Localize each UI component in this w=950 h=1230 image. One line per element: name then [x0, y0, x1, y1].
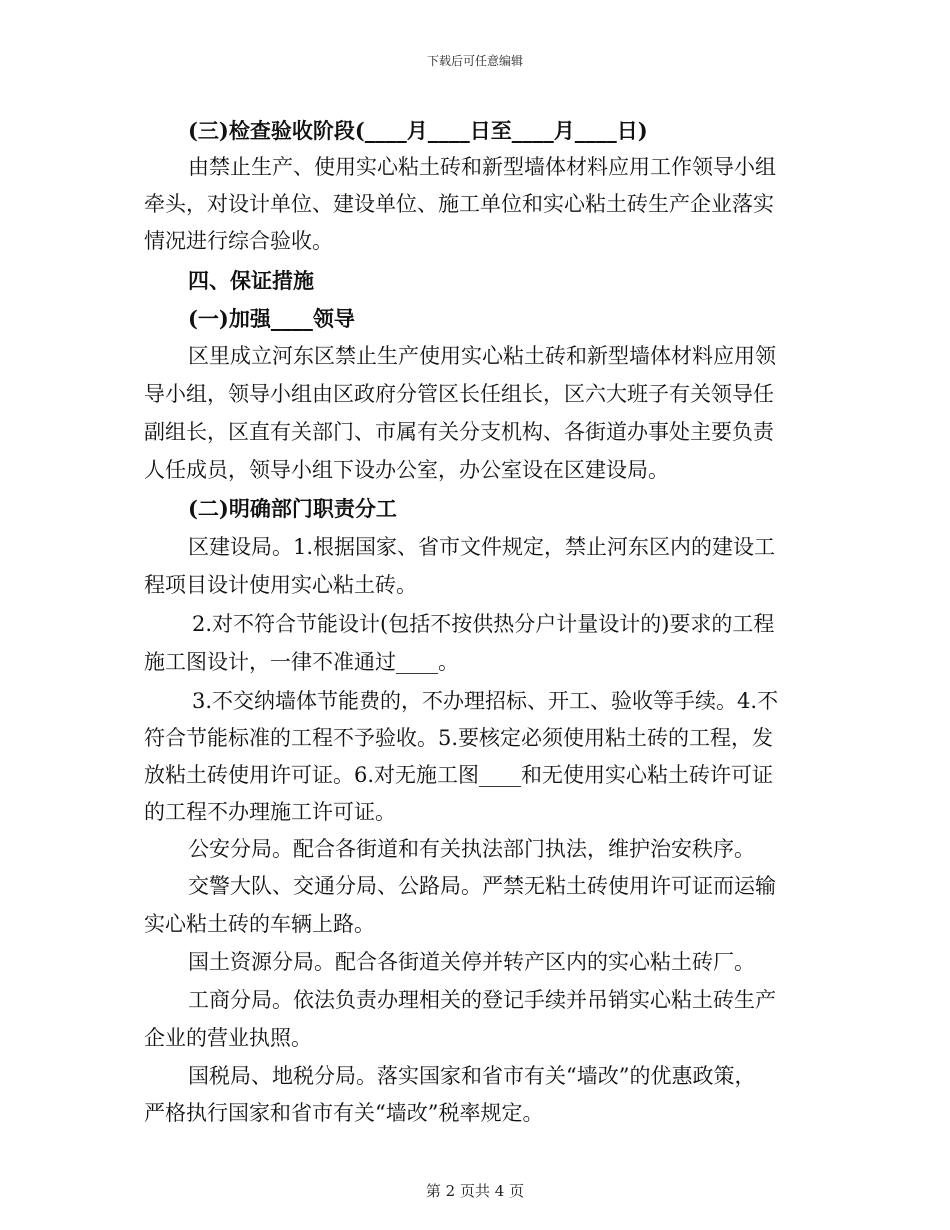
text-line: 2.对不符合节能设计(包括不按供热分户计量设计的)要求的工程 [192, 612, 775, 636]
text-line: 企业的营业执照。 [144, 1026, 312, 1050]
text-line: 情况进行综合验收。 [144, 229, 333, 253]
text-line: 区里成立河东区禁止生产使用实心粘土砖和新型墙体材料应用领 [188, 344, 776, 368]
text-line: (三)检查验收阶段(____月____日至____月____日) [188, 118, 648, 143]
text-line: 公安分局。配合各街道和有关执法部门执法，维护治安秩序。 [188, 837, 755, 861]
text-line: 由禁止生产、使用实心粘土砖和新型墙体材料应用工作领导小组 [188, 155, 776, 179]
text-line: 四、保证措施 [188, 268, 314, 293]
text-line: 国税局、地税分局。落实国家和省市有关“墙改”的优惠政策， [188, 1064, 756, 1088]
text-line: 3.不交纳墙体节能费的，不办理招标、开工、验收等手续。4.不 [192, 689, 779, 713]
text-line: 人任成员，领导小组下设办公室，办公室设在区建设局。 [144, 458, 669, 482]
text-line: 副组长，区直有关部门、市属有关分支机构、各街道办事处主要负责 [144, 420, 774, 444]
text-line: (一)加强____领导 [188, 306, 355, 331]
text-line: 程项目设计使用实心粘土砖。 [144, 573, 417, 597]
text-line: 放粘土砖使用许可证。6.对无施工图____和无使用实心粘土砖许可证 [144, 763, 774, 787]
text-line: 工商分局。依法负责办理相关的登记手续并吊销实心粘土砖生产 [188, 988, 776, 1012]
text-line: 实心粘土砖的车辆上路。 [144, 912, 375, 936]
text-line: 国土资源分局。配合各街道关停并转产区内的实心粘土砖厂。 [188, 950, 755, 974]
text-line: 的工程不办理施工许可证。 [144, 800, 396, 824]
text-line: 导小组，领导小组由区政府分管区长任组长，区六大班子有关领导任 [144, 382, 774, 406]
page-header: 下载后可任意编辑 [426, 54, 523, 68]
text-line: 符合节能标准的工程不予验收。5.要核定必须使用粘土砖的工程，发 [144, 726, 774, 750]
text-line: 牵头，对设计单位、建设单位、施工单位和实心粘土砖生产企业落实 [144, 192, 774, 216]
text-line: 施工图设计，一律不准通过____。 [144, 650, 459, 674]
text-line: (二)明确部门职责分工 [188, 496, 397, 521]
text-line: 交警大队、交通分局、公路局。严禁无粘土砖使用许可证而运输 [188, 874, 776, 898]
text-line: 区建设局。1.根据国家、省市文件规定，禁止河东区内的建设工 [188, 535, 776, 559]
page-footer: 第 2 页共 4 页 [425, 1182, 525, 1200]
text-line: 严格执行国家和省市有关“墙改”税率规定。 [144, 1101, 544, 1125]
